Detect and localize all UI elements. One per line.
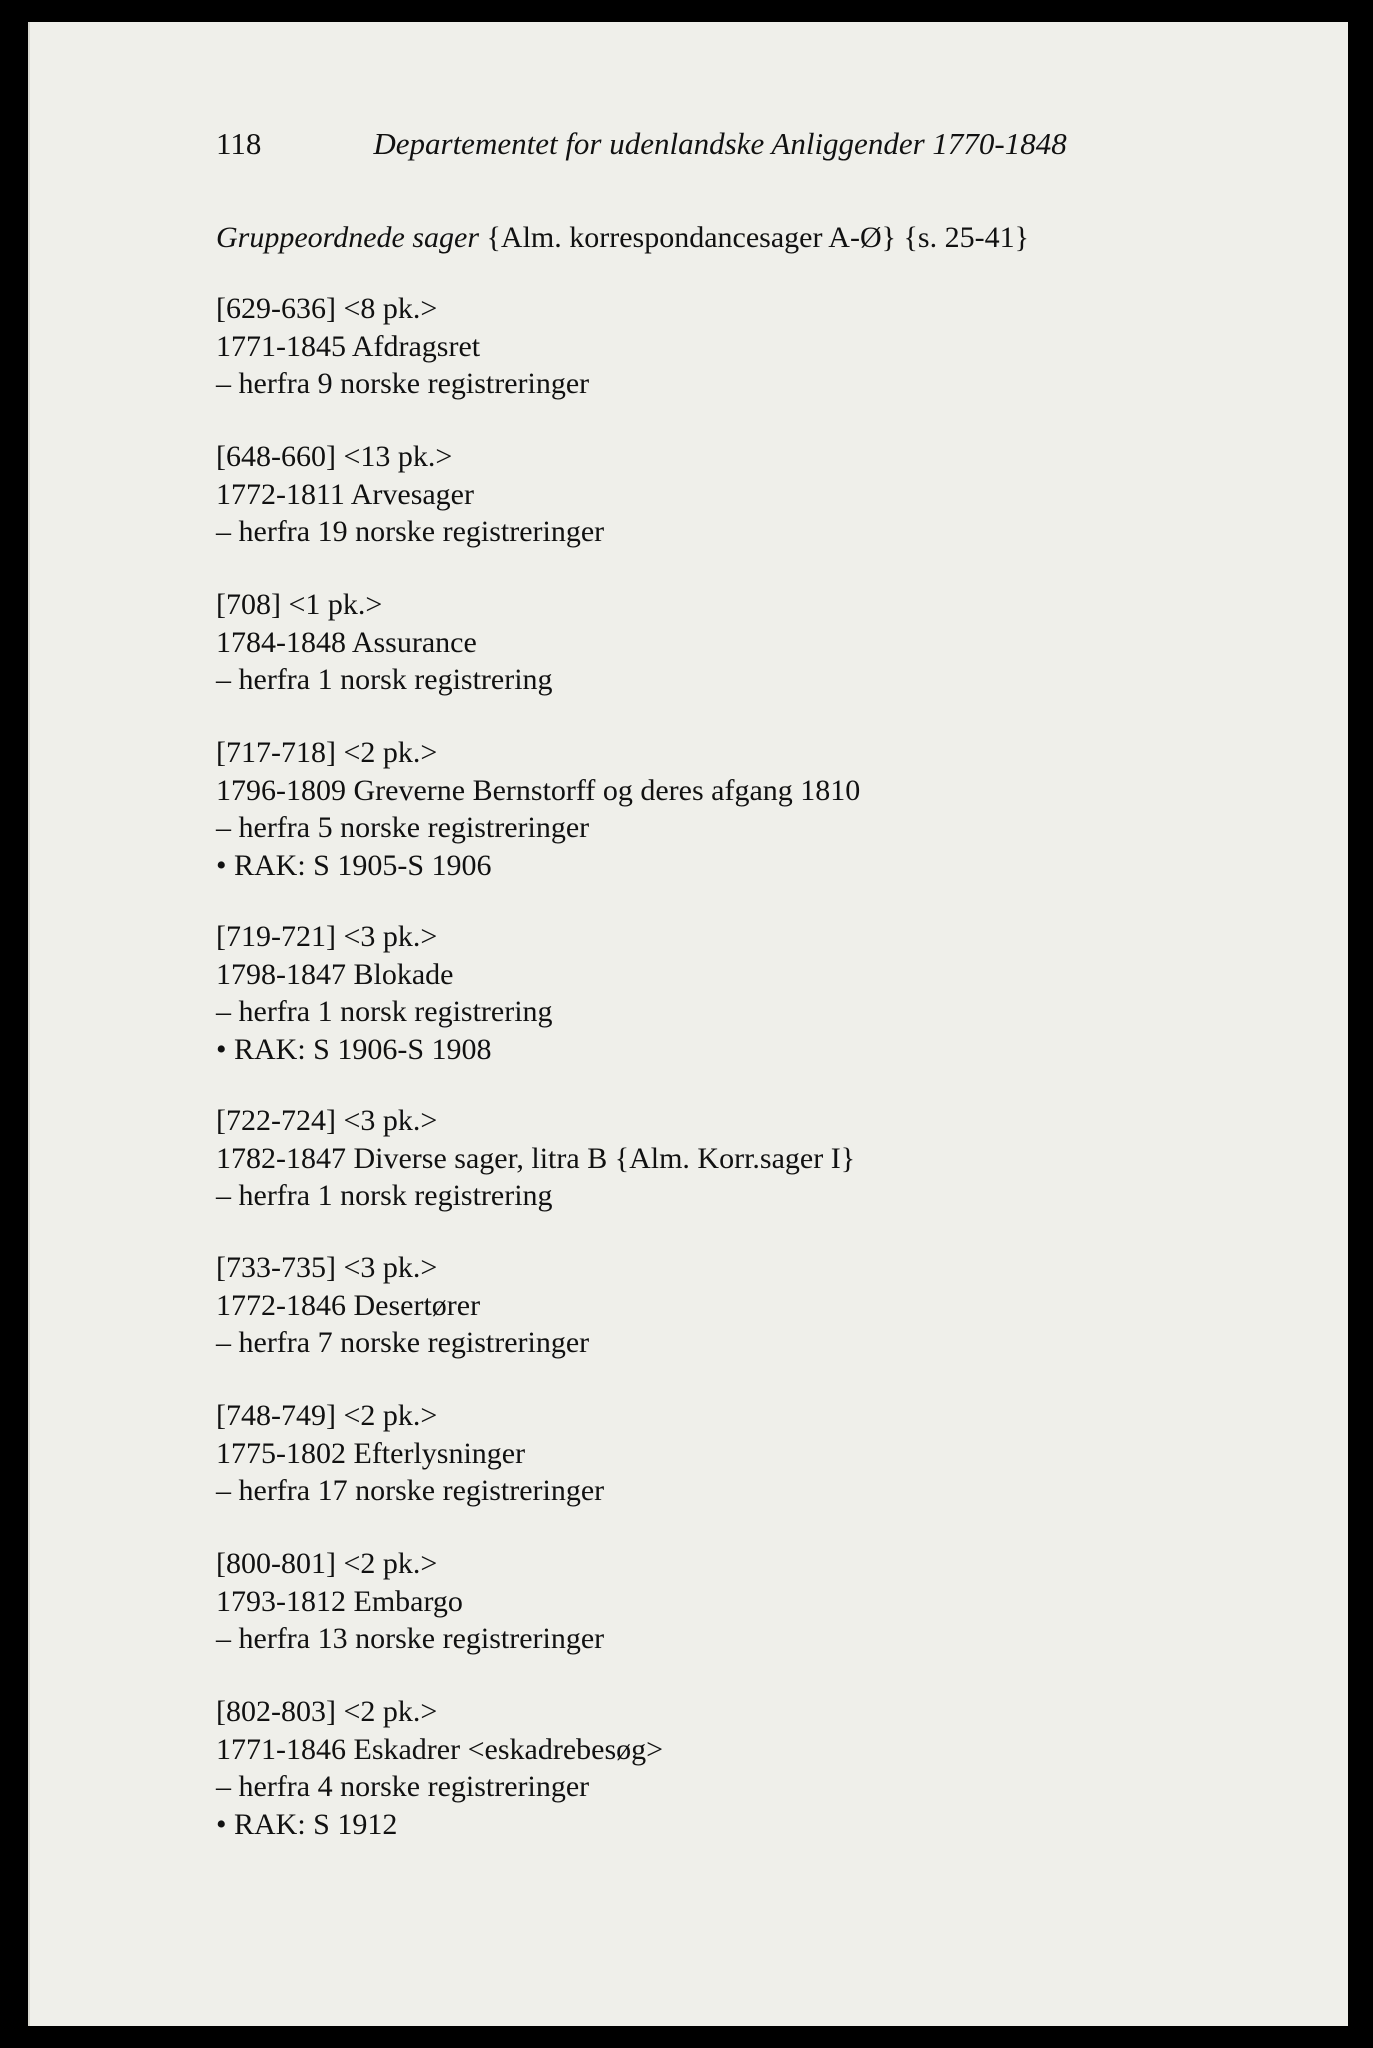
document-page: [28, 22, 1348, 2026]
entry-title: 1793-1812 Embargo: [216, 1584, 463, 1618]
entry-id: [708] <1 pk.>: [216, 588, 383, 621]
section-heading-rest: {Alm. korrespondancesager A-Ø} {s. 25-41}: [479, 221, 1029, 254]
entry: [216, 918, 553, 1068]
entry-id: [800-801] <2 pk.>: [216, 1547, 438, 1580]
entry-id: [733-735] <3 pk.>: [216, 1251, 438, 1284]
page-title: Departementet for udenlandske Anliggender 1770-1848: [373, 126, 1067, 161]
entry-note: – herfra 5 norske registreringer: [216, 811, 590, 844]
entry-note: – herfra 13 norske registreringer: [216, 1622, 605, 1655]
entry: [216, 438, 604, 551]
entry-note: – herfra 1 norsk registrering: [216, 995, 553, 1028]
running-header: [216, 124, 1067, 164]
entry-title: 1775-1802 Efterlysninger: [216, 1436, 526, 1470]
entry: [216, 1693, 663, 1843]
entry-title: 1771-1846 Eskadrer <eskadrebesøg>: [216, 1732, 664, 1766]
entry: [216, 586, 553, 699]
entry-rak: • RAK: S 1905-S 1906: [216, 848, 492, 882]
entry: [216, 1397, 604, 1510]
entry-rak: • RAK: S 1912: [216, 1807, 398, 1841]
entry-id: [629-636] <8 pk.>: [216, 292, 438, 325]
section-heading-italic: Gruppeordnede sager: [216, 221, 480, 254]
entry-title: 1772-1846 Desertører: [216, 1288, 481, 1322]
entry-title: 1771-1845 Afdragsret: [216, 329, 481, 363]
entry-id: [748-749] <2 pk.>: [216, 1399, 438, 1432]
entry: [216, 1249, 589, 1362]
entry-id: [717-718] <2 pk.>: [216, 736, 438, 769]
entry: [216, 734, 860, 884]
entry-title: 1782-1847 Diverse sager, litra B {Alm. Korr.sager I}: [216, 1141, 856, 1175]
entry-note: – herfra 9 norske registreringer: [216, 367, 590, 400]
entry: [216, 290, 589, 403]
entry-title: 1796-1809 Greverne Bernstorff og deres afgang 1810: [216, 773, 861, 807]
entry-title: 1784-1848 Assurance: [216, 625, 477, 659]
entry-note: – herfra 17 norske registreringer: [216, 1474, 605, 1507]
entry-title: 1798-1847 Blokade: [216, 957, 454, 991]
entry-note: – herfra 1 norsk registrering: [216, 1179, 553, 1212]
entry-id: [722-724] <3 pk.>: [216, 1104, 438, 1137]
entry-id: [719-721] <3 pk.>: [216, 920, 438, 953]
entry-note: – herfra 19 norske registreringer: [216, 515, 605, 548]
entry: [216, 1545, 604, 1658]
entry-rak: • RAK: S 1906-S 1908: [216, 1032, 492, 1066]
entry: [216, 1102, 855, 1215]
section-heading: [216, 218, 1029, 258]
entry-id: [648-660] <13 pk.>: [216, 440, 453, 473]
entry-id: [802-803] <2 pk.>: [216, 1695, 438, 1728]
entry-note: – herfra 7 norske registreringer: [216, 1326, 590, 1359]
entry-title: 1772-1811 Arvesager: [216, 477, 474, 511]
page-number: 118: [216, 126, 262, 161]
entry-note: – herfra 1 norsk registrering: [216, 663, 553, 696]
entry-note: – herfra 4 norske registreringer: [216, 1770, 590, 1803]
